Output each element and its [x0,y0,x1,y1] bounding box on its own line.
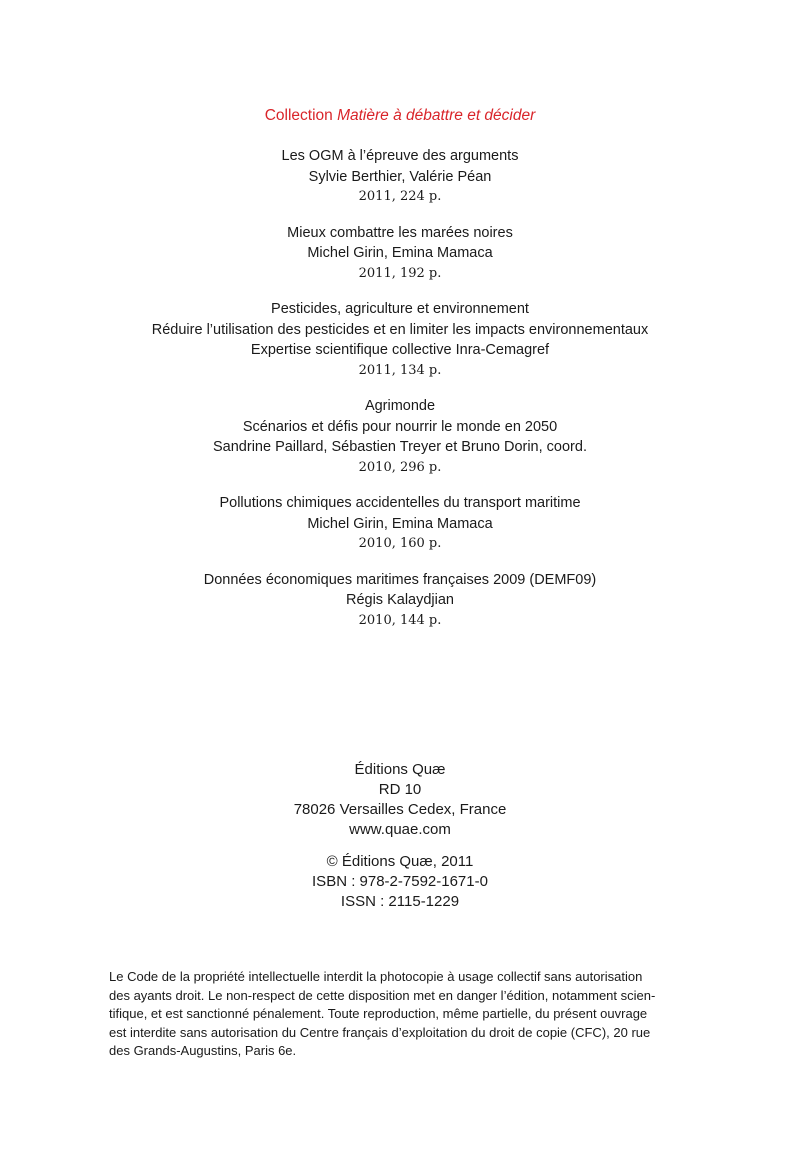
book-entry [0,223,800,285]
book-meta: 2010, 296 p. [358,459,442,475]
book-authors: Régis Kalaydjian [345,592,454,608]
book-meta: 2011, 192 p. [358,265,442,281]
legal-notice [109,968,709,1061]
book-meta: 2011, 224 p. [358,189,442,204]
collection-series-name: Matière à débattre et décider [337,107,536,124]
legal-notice-line: tifique, et est sanctionné pénalement. Toute reproduction, même partielle, du présent ouvrage [109,1006,648,1022]
book-entry [0,146,800,208]
book-title: Pesticides, agriculture et environnement [271,301,529,317]
book-entry [0,570,800,632]
book-authors: Michel Girin, Emina Mamaca [307,245,493,261]
book-entry [0,493,800,555]
collection-heading [0,107,800,125]
publisher-block [0,760,800,912]
book-entry [0,396,800,478]
legal-notice-line: Le Code de la propriété intellectuelle interdit la photocopie à usage collectif sans autorisation [109,969,643,984]
legal-notice-line: des ayants droit. Le non-respect de cette disposition met en danger l’édition, notamment scien- [109,987,656,1003]
isbn-line: ISBN : 978-2-7592-1671-0 [312,873,488,890]
book-meta: 2010, 144 p. [358,612,442,628]
legal-notice-line: est interdite sans autorisation du Centre français d’exploitation du droit de copie (CFC), 20 rue [109,1024,651,1040]
book-subtitle: Réduire l’utilisation des pesticides et en limiter les impacts environnementaux [151,321,649,338]
collection-prefix: Collection [264,107,333,124]
copyright-line: © Éditions Quæ, 2011 [326,853,474,870]
book-subtitle: Scénarios et défis pour nourrir le monde en 2050 [242,418,558,435]
legal-notice-line: des Grands-Augustins, Paris 6e. [109,1043,297,1059]
book-title: Agrimonde [364,398,436,414]
publisher-name: Éditions Quæ [354,761,446,778]
book-title: Données économiques maritimes françaises 2009 (DEMF09) [203,571,597,588]
book-meta: 2010, 160 p. [358,536,442,551]
book-title: Pollutions chimiques accidentelles du transport maritime [219,495,581,511]
book-list [0,146,800,646]
publisher-address-line-2: 78026 Versailles Cedex, France [293,801,507,818]
book-title: Mieux combattre les marées noires [287,224,513,241]
book-meta: 2011, 134 p. [358,362,442,378]
book-title: Les OGM à l’épreuve des arguments [281,148,519,164]
book-authors: Sylvie Berthier, Valérie Péan [308,168,492,185]
issn-line: ISSN : 2115-1229 [340,893,460,910]
book-entry [0,299,800,381]
publisher-website: www.quae.com [349,821,451,838]
publisher-address-line-1: RD 10 [378,781,422,798]
book-authors: Sandrine Paillard, Sébastien Treyer et Bruno Dorin, coord. [213,439,587,455]
book-authors: Michel Girin, Emina Mamaca [307,515,493,532]
spacer [0,840,800,852]
book-authors: Expertise scientifique collective Inra-Cemagref [250,342,550,358]
